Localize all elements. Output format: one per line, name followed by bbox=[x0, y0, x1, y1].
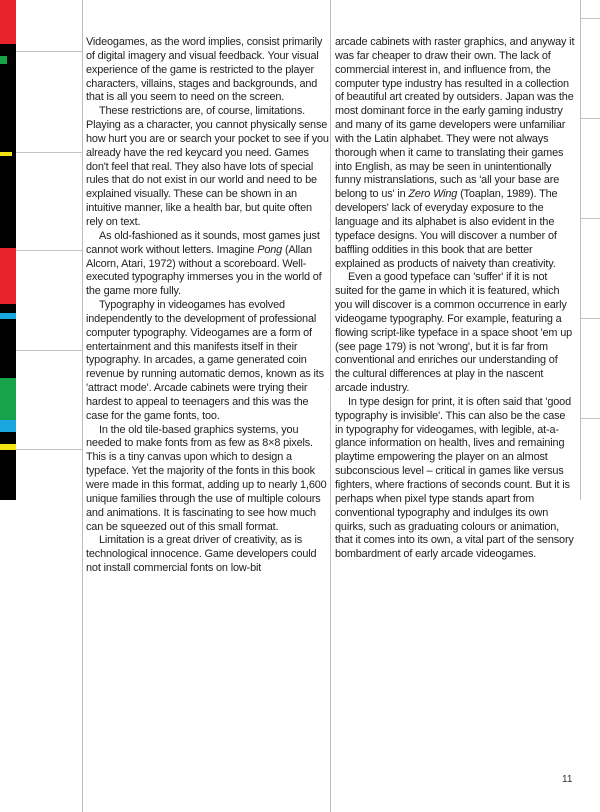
paragraph bbox=[86, 230, 330, 299]
paragraph-text: (Toaplan, 1989). The developers' lack of everyday exposure to the language and its alphabet is also evident in the typeface designs. You will discover a number of baffling oddities in this book that are better explained as products of naivety than creativity. bbox=[335, 188, 558, 270]
grid-line bbox=[330, 0, 331, 812]
strip-red-block bbox=[0, 0, 16, 44]
paragraph: In the old tile-based graphics systems, you needed to make fonts from as few as 8×8 pixels. This is a tiny canvas upon which to design a typeface. Yet the majority of the fonts in this book were made in this format, adding up to nearly 1,600 unique families through the use of multiple colours and animations. It is fascinating to see how much can be squeezed out of this small format. bbox=[86, 423, 327, 533]
paragraph bbox=[335, 36, 575, 271]
paragraph: Videogames, as the word implies, consist primarily of digital imagery and visual feedback. Your visual experience of the game is restricted to the player characters, villains, stages and backgrounds, and that is all you seem to need on the screen. bbox=[86, 36, 323, 104]
paragraph: Limitation is a great driver of creativity, as is technological innocence. Game developers could not install commercial fonts on low-bit bbox=[86, 534, 317, 575]
strip-green-block bbox=[0, 56, 7, 64]
page-number: 11 bbox=[562, 774, 573, 785]
grid-line bbox=[16, 51, 82, 52]
grid-line bbox=[16, 449, 82, 450]
paragraph-text: arcade cabinets with raster graphics, and anyway it was far cheaper to draw their own. The lack of commercial interest in, and influence from, the computer type industry has resulted in a collection of beautiful art created by outsiders. Japan was the most dominant force in the early gaming industry and many of its game developers were unfamiliar with the Latin alphabet. They were not always thorough when it came to translating their games into English, as may be seen in unintentionally funny mistranslations, such as 'all your base are belong to us' in bbox=[335, 36, 575, 201]
strip-green-block bbox=[0, 378, 16, 420]
strip-blue-block bbox=[0, 420, 16, 432]
paragraph-text: As old-fashioned as it sounds, most games just cannot work without letters. Imagine bbox=[86, 229, 320, 256]
grid-line bbox=[580, 18, 600, 19]
game-title: Zero Wing bbox=[408, 188, 458, 201]
strip-red-block bbox=[0, 248, 16, 304]
grid-line bbox=[580, 418, 600, 419]
paragraph: In type design for print, it is often said that 'good typography is invisible'. This can also be the case in typography for videogames, with legible, at-a-glance information on health, lives and remaining playtime empowering the player on an almost subconscious level – critical in games like versus fighters, where fractions of seconds count. But it is perhaps when pixel type stands apart from conventional typography and indulges its own quirks, such as graduating colours or animation, that it comes into its own, a vital part of the sensory bombardment of early arcade videogames. bbox=[335, 395, 574, 561]
paragraph: Even a good typeface can 'suffer' if it is not suited for the game in which it is featured, which you will discover is a common occurrence in early videogame typography. For example, featuring a flowing script-like typeface in a space shoot 'em up (see page 179) is not 'wrong', but it is far from conventional and enriches our understanding of the cultural differences at play in the nascent arcade industry. bbox=[335, 271, 573, 395]
strip-yellow-block bbox=[0, 444, 16, 450]
grid-line bbox=[16, 350, 82, 351]
game-title: Pong bbox=[257, 243, 283, 256]
grid-line bbox=[580, 318, 600, 319]
strip-blue-block bbox=[0, 313, 16, 319]
grid-line bbox=[82, 0, 83, 812]
strip-yellow-block bbox=[0, 152, 12, 156]
grid-line bbox=[580, 118, 600, 119]
grid-line bbox=[16, 152, 82, 153]
right-text-column bbox=[335, 36, 575, 562]
paragraph: Typography in videogames has evolved independently to the development of professional computer typography. Videogames are a form of entertainment and this manifests itself in their typography. In arcades, a game generated coin revenue by running automatic demos, known as its 'attract mode'. Arcade cabinets were trying their hardest to appeal to teenagers and this was the case for the game fonts, too. bbox=[86, 299, 324, 422]
paragraph-text: (Allan Alcorn, Atari, 1972) without a scoreboard. Well-executed typography immerses you in the world of the game more fully. bbox=[86, 243, 322, 298]
left-text-column bbox=[86, 36, 330, 576]
grid-line bbox=[580, 0, 581, 500]
color-strip bbox=[0, 0, 16, 500]
grid-line bbox=[580, 218, 600, 219]
grid-line bbox=[16, 250, 82, 251]
paragraph: These restrictions are, of course, limitations. Playing as a character, you cannot physically sense how hurt you are or search your pocket to see if you already have the red keycard you need. Games don't feel that real. They also have lots of special rules that do not exist in our world and need to be explained visually. These can be shown in an intuitive manner, like a health bar, but quite often rely on text. bbox=[86, 105, 329, 228]
